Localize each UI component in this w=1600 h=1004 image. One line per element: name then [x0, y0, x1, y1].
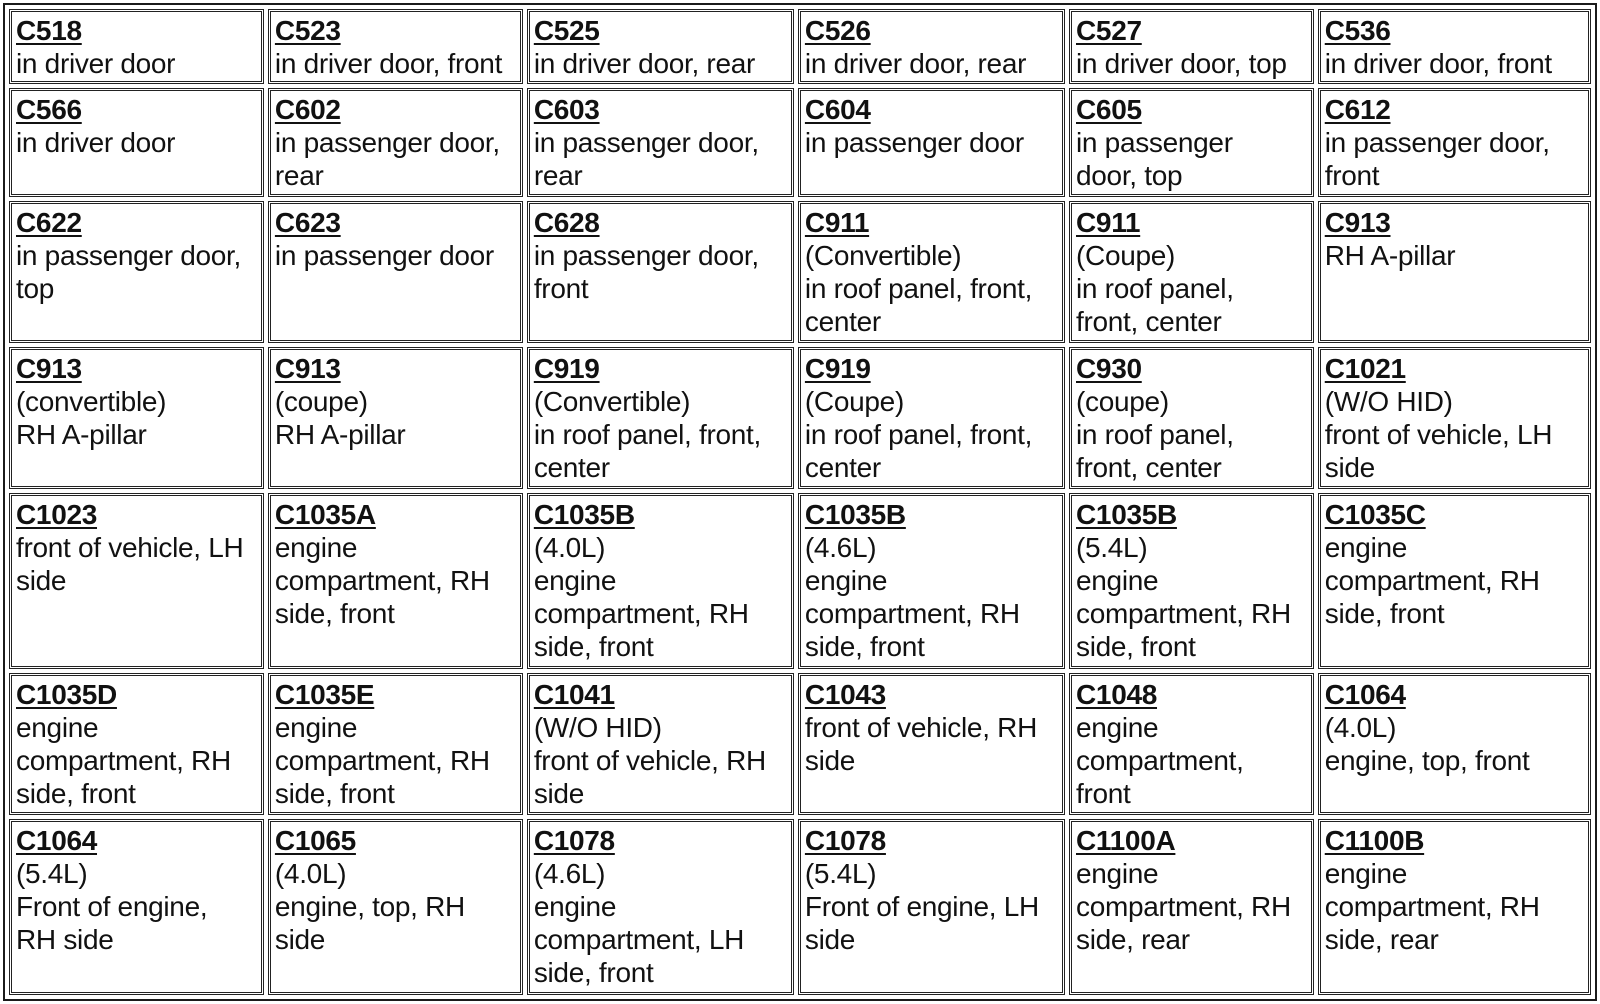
location-text: in passenger door, [533, 127, 759, 159]
connector-cell [1318, 9, 1591, 84]
location-text: side, front [1324, 598, 1445, 630]
connector-cell [1318, 673, 1591, 815]
location-text: in roof panel, [1076, 272, 1234, 304]
location-text: front [1076, 778, 1131, 809]
connector-id-link[interactable]: C1078 [804, 825, 886, 857]
location-text: (4.6L) [804, 532, 877, 564]
location-text: RH A-pillar [274, 419, 406, 451]
location-text: (4.0L) [274, 858, 347, 890]
connector-id-link[interactable]: C1035B [1076, 499, 1177, 531]
location-text: (Convertible) [804, 239, 962, 271]
location-text: engine, top, front [1324, 745, 1530, 776]
connector-cell [1318, 88, 1591, 197]
connector-id-link[interactable]: C523 [274, 15, 341, 46]
connector-cell [527, 201, 794, 343]
location-text: compartment, RH [1076, 891, 1291, 923]
connector-id-link[interactable]: C566 [16, 94, 82, 126]
location-text: side [274, 924, 326, 956]
table-row [9, 347, 1591, 489]
location-text: engine [274, 712, 358, 743]
location-text: side [804, 924, 856, 956]
table-row [9, 88, 1591, 197]
connector-id-link[interactable]: C1035B [804, 499, 906, 531]
location-text: rear [533, 160, 583, 192]
connector-cell [798, 347, 1065, 489]
location-text: (4.6L) [533, 858, 606, 890]
table-row [9, 201, 1591, 343]
location-text: engine [274, 532, 358, 564]
connector-cell [798, 9, 1065, 84]
connector-cell [527, 9, 794, 84]
connector-id-link[interactable]: C913 [274, 353, 341, 385]
table-row [9, 819, 1591, 995]
connector-id-link[interactable]: C1035B [533, 499, 635, 531]
location-text: front [1324, 160, 1380, 192]
connector-id-link[interactable]: C1064 [1324, 679, 1406, 710]
location-text: compartment, LH [533, 924, 745, 956]
location-text: center [804, 305, 881, 337]
connector-cell [798, 88, 1065, 197]
connector-id-link[interactable]: C602 [274, 94, 341, 126]
location-text: RH side [16, 924, 114, 956]
location-text: side [1324, 452, 1375, 484]
connector-id-link[interactable]: C605 [1076, 94, 1142, 126]
connector-id-link[interactable]: C525 [533, 15, 600, 46]
location-text: (5.4L) [1076, 532, 1148, 564]
location-text: engine [16, 712, 99, 743]
connector-cell [268, 673, 523, 815]
location-text: side [533, 778, 584, 809]
location-text: compartment, RH [274, 565, 490, 597]
location-text: (5.4L) [804, 858, 877, 890]
location-text: in passenger door, [16, 239, 241, 271]
connector-id-link[interactable]: C1041 [533, 679, 615, 710]
location-text: compartment, RH [533, 598, 749, 630]
connector-id-link[interactable]: C913 [16, 353, 82, 385]
connector-id-link[interactable]: C526 [804, 15, 871, 46]
connector-cell [527, 673, 794, 815]
connector-id-link[interactable]: C623 [274, 206, 341, 238]
connector-id-link[interactable]: C536 [1324, 15, 1391, 46]
connector-id-link[interactable]: C919 [533, 353, 600, 385]
connector-cell [1069, 819, 1314, 995]
location-text: top [16, 272, 55, 304]
location-text: Front of engine, LH [804, 891, 1039, 923]
location-text: front of vehicle, RH [533, 745, 766, 776]
location-text: (coupe) [274, 386, 368, 418]
location-text: Front of engine, [16, 891, 208, 923]
connector-cell [9, 673, 264, 815]
location-text: side, front [274, 778, 395, 809]
connector-cell [9, 819, 264, 995]
connector-id-link[interactable]: C604 [804, 94, 871, 126]
connector-id-link[interactable]: C1035C [1324, 499, 1426, 531]
location-text: in passenger door [804, 127, 1024, 159]
connector-cell [1069, 347, 1314, 489]
connector-cell [1069, 493, 1314, 669]
connector-id-link[interactable]: C1048 [1076, 679, 1158, 710]
location-text: (4.0L) [1324, 712, 1397, 743]
location-text: in roof panel, front, [533, 419, 761, 451]
location-text: (4.0L) [533, 532, 606, 564]
location-text: center [804, 452, 881, 484]
location-text: compartment, RH [1324, 891, 1540, 923]
connector-id-link[interactable]: C1064 [16, 825, 98, 857]
location-text: in roof panel, front, [804, 419, 1033, 451]
connector-id-link[interactable]: C1035D [16, 679, 117, 710]
location-text: engine [804, 565, 888, 597]
connector-cell [527, 347, 794, 489]
location-text: engine [1076, 712, 1159, 743]
location-text: in passenger door, [274, 127, 500, 159]
location-text: compartment, RH [1324, 565, 1540, 597]
connector-id-link[interactable]: C622 [16, 206, 82, 238]
connector-cell [268, 493, 523, 669]
connector-id-link[interactable]: C919 [804, 353, 871, 385]
location-text: engine [533, 565, 617, 597]
location-text: in driver door, front [274, 48, 503, 79]
connector-id-link[interactable]: C518 [16, 15, 82, 46]
location-text: compartment, RH [16, 745, 231, 776]
location-text: compartment, RH [804, 598, 1020, 630]
location-text: (Coupe) [1076, 239, 1176, 271]
location-text: engine [1324, 532, 1408, 564]
connector-id-link[interactable]: C1065 [274, 825, 356, 857]
connector-location-table [3, 3, 1597, 1001]
connector-cell [9, 201, 264, 343]
connector-id-link[interactable]: C911 [1076, 206, 1141, 238]
connector-cell [268, 201, 523, 343]
connector-cell [798, 819, 1065, 995]
connector-cell [268, 88, 523, 197]
connector-cell [1069, 9, 1314, 84]
connector-id-link[interactable]: C1035E [274, 679, 375, 710]
connector-cell [9, 9, 264, 84]
connector-cell [1318, 819, 1591, 995]
location-text: side [16, 565, 67, 597]
location-text: (Coupe) [804, 386, 904, 418]
connector-cell [798, 201, 1065, 343]
connector-id-link[interactable]: C911 [804, 206, 870, 238]
location-text: engine [533, 891, 617, 923]
location-text: side, front [16, 778, 136, 809]
location-text: engine [1076, 565, 1159, 597]
location-text: (5.4L) [16, 858, 88, 890]
connector-cell [1318, 347, 1591, 489]
location-text: side, rear [1076, 924, 1190, 956]
location-text: side, rear [1324, 924, 1439, 956]
connector-id-link[interactable]: C1078 [533, 825, 615, 857]
location-text: front of vehicle, RH [804, 712, 1038, 743]
location-text: side, front [274, 598, 395, 630]
location-text: front of vehicle, LH [1324, 419, 1553, 451]
connector-id-link[interactable]: C1023 [16, 499, 98, 531]
connector-cell [1318, 493, 1591, 669]
connector-cell [798, 673, 1065, 815]
location-text: side, front [1076, 631, 1196, 663]
location-text: side, front [533, 631, 654, 663]
connector-cell [798, 493, 1065, 669]
location-text: center [533, 452, 610, 484]
location-text: (Convertible) [533, 386, 691, 418]
location-text: front [533, 272, 589, 304]
location-text: in passenger [1076, 127, 1233, 159]
location-text: compartment, [1076, 745, 1244, 776]
connector-id-link[interactable]: C1021 [1324, 353, 1406, 385]
table-row [9, 9, 1591, 84]
location-text: in passenger door, [533, 239, 759, 271]
location-text: (W/O HID) [533, 712, 662, 743]
connector-id-link[interactable]: C913 [1324, 206, 1391, 238]
location-text: (coupe) [1076, 386, 1169, 418]
connector-cell [527, 493, 794, 669]
location-text: compartment, RH [1076, 598, 1291, 630]
connector-cell [9, 493, 264, 669]
location-text: engine [1076, 858, 1159, 890]
location-text: door, top [1076, 160, 1183, 192]
connector-id-link[interactable]: C1035A [274, 499, 376, 531]
location-text: engine [1324, 858, 1408, 890]
location-text: side [804, 745, 856, 776]
connector-cell [1069, 88, 1314, 197]
location-text: side, front [533, 957, 654, 989]
connector-cell [9, 347, 264, 489]
location-text: in passenger door, [1324, 127, 1550, 159]
table-row [9, 493, 1591, 669]
location-text: compartment, RH [274, 745, 490, 776]
location-text: RH A-pillar [1324, 239, 1456, 271]
connector-cell [268, 347, 523, 489]
location-text: front of vehicle, LH [16, 532, 244, 564]
location-text: RH A-pillar [16, 419, 147, 451]
connector-id-link[interactable]: C603 [533, 94, 600, 126]
location-text: (W/O HID) [1324, 386, 1453, 418]
connector-id-link[interactable]: C1100B [1324, 825, 1425, 857]
location-text: engine, top, RH [274, 891, 465, 923]
connector-cell [1069, 673, 1314, 815]
location-text: in roof panel, [1076, 419, 1234, 451]
location-text: rear [274, 160, 324, 192]
connector-cell [527, 819, 794, 995]
connector-id-link[interactable]: C628 [533, 206, 600, 238]
connector-id-link[interactable]: C612 [1324, 94, 1391, 126]
location-text: in driver door [16, 48, 176, 79]
connector-cell [268, 819, 523, 995]
connector-cell [1069, 201, 1314, 343]
connector-id-link[interactable]: C930 [1076, 353, 1142, 385]
location-text: in roof panel, front, [804, 272, 1033, 304]
location-text: in passenger door [274, 239, 494, 271]
location-text: side, front [804, 631, 925, 663]
connector-id-link[interactable]: C1043 [804, 679, 886, 710]
connector-id-link[interactable]: C527 [1076, 15, 1142, 46]
connector-cell [1318, 201, 1591, 343]
location-text: in driver door, rear [533, 48, 756, 79]
location-text: in driver door, top [1076, 48, 1287, 79]
connector-cell [268, 9, 523, 84]
location-text: in driver door [16, 127, 176, 159]
table-row [9, 673, 1591, 815]
location-text: front, center [1076, 305, 1222, 337]
location-text: front, center [1076, 452, 1222, 484]
location-text: (convertible) [16, 386, 167, 418]
connector-id-link[interactable]: C1100A [1076, 825, 1176, 857]
connector-table-body [9, 9, 1591, 995]
location-text: in driver door, front [1324, 48, 1552, 79]
connector-cell [527, 88, 794, 197]
connector-cell [9, 88, 264, 197]
location-text: in driver door, rear [804, 48, 1027, 79]
